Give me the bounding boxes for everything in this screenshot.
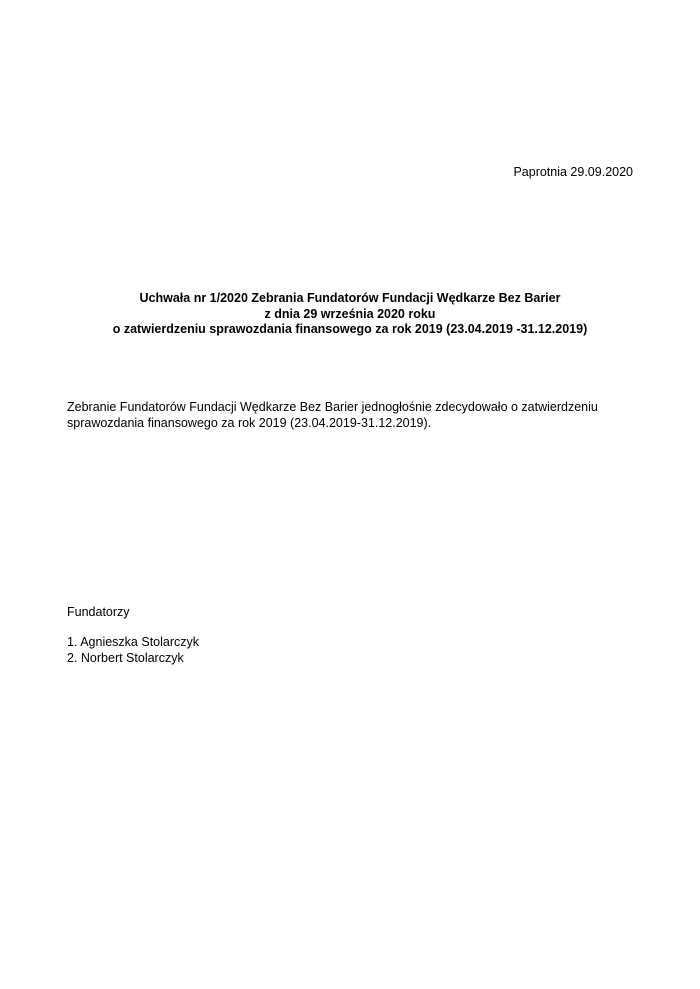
resolution-title-line-2: z dnia 29 września 2020 roku	[264, 306, 436, 321]
resolution-title-line-3: o zatwierdzeniu sprawozdania finansowego za rok 2019 (23.04.2019 -31.12.2019)	[112, 322, 588, 336]
resolution-body-line-2: sprawozdania finansowego za rok 2019 (23.04.2019-31.12.2019).	[67, 416, 432, 430]
list-item: 1. Agnieszka Stolarczyk	[67, 635, 200, 649]
place-and-date: Paprotnia 29.09.2020	[513, 165, 633, 179]
founders-heading: Fundatorzy	[67, 605, 130, 619]
list-item: 2. Norbert Stolarczyk	[67, 651, 184, 665]
resolution-title-line-1: Uchwała nr 1/2020 Zebrania Fundatorów Fundacji Wędkarze Bez Barier	[139, 291, 561, 305]
resolution-body-line-1: Zebranie Fundatorów Fundacji Wędkarze Bez Barier jednogłośnie zdecydowało o zatwierdzeniu	[67, 400, 598, 414]
resolution-body	[67, 399, 647, 431]
founders-list	[67, 634, 199, 666]
resolution-title	[40, 291, 660, 338]
